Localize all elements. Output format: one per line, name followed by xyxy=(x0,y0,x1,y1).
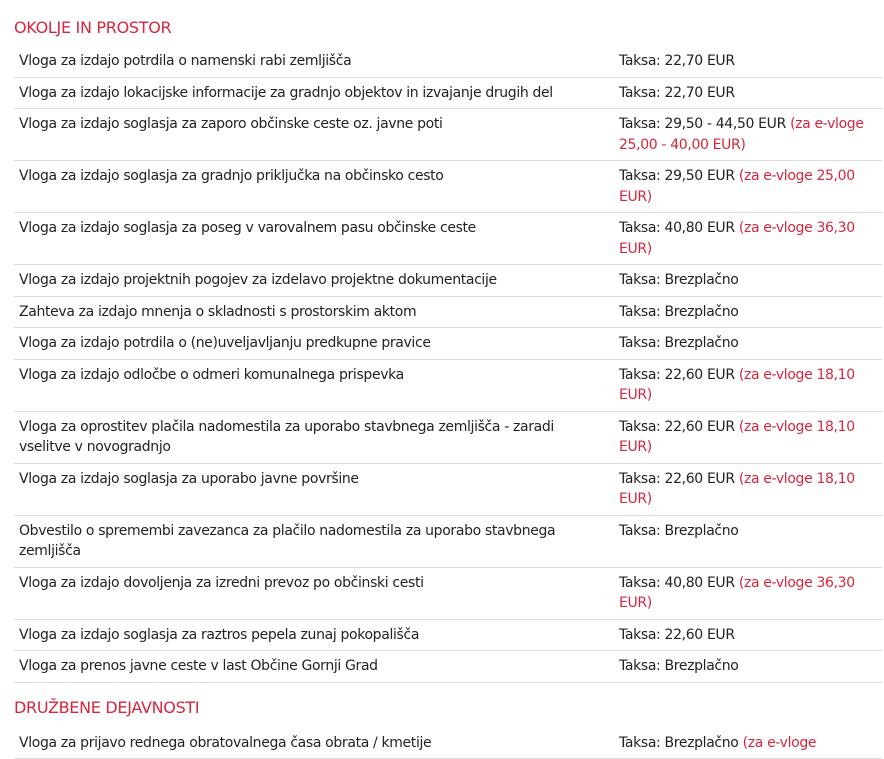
form-fee: Taksa: 22,60 EUR xyxy=(619,419,735,435)
form-fee: Taksa: 40,80 EUR xyxy=(619,220,735,236)
form-fee-cell xyxy=(614,109,882,161)
form-row xyxy=(14,46,882,77)
form-row xyxy=(14,328,882,360)
forms-table-druzbene xyxy=(14,728,882,759)
form-name-link[interactable]: Vloga za izdajo soglasja za gradnjo priključka na občinsko cesto xyxy=(14,161,614,213)
form-fee-cell xyxy=(614,296,882,328)
form-fee-cell xyxy=(614,161,882,213)
form-row xyxy=(14,728,882,759)
form-name-link[interactable]: Vloga za izdajo soglasja za uporabo javne površine xyxy=(14,463,614,515)
form-fee-cell xyxy=(614,46,882,77)
form-name-link[interactable]: Vloga za prijavo rednega obratovalnega časa obrata / kmetije xyxy=(14,728,614,759)
form-fee-cell xyxy=(614,515,882,567)
form-fee: Taksa: Brezplačno xyxy=(619,272,739,288)
form-row xyxy=(14,619,882,651)
e-vloga-fee: (za e-vloge 18,10 EUR) xyxy=(619,367,855,404)
form-row xyxy=(14,651,882,683)
form-name-link[interactable]: Zahteva za izdajo mnenja o skladnosti s prostorskim aktom xyxy=(14,296,614,328)
form-name-link[interactable]: Vloga za izdajo dovoljenja za izredni prevoz po občinski cesti xyxy=(14,567,614,619)
form-fee: Taksa: Brezplačno xyxy=(619,658,739,674)
form-row xyxy=(14,296,882,328)
form-row xyxy=(14,77,882,109)
form-row xyxy=(14,515,882,567)
e-vloga-fee: (za e-vloge xyxy=(743,735,817,751)
form-name-link[interactable]: Vloga za izdajo lokacijske informacije za gradnjo objektov in izvajanje drugih del xyxy=(14,77,614,109)
form-fee: Taksa: Brezplačno xyxy=(619,304,739,320)
form-name-link[interactable]: Obvestilo o spremembi zavezanca za plačilo nadomestila za uporabo stavbnega zemljišča xyxy=(14,515,614,567)
e-vloga-fee: (za e-vloge 36,30 EUR) xyxy=(619,220,855,257)
form-fee: Taksa: 22,60 EUR xyxy=(619,471,735,487)
form-fee-cell xyxy=(614,728,882,759)
form-fee: Taksa: 22,70 EUR xyxy=(619,85,735,101)
form-fee-cell xyxy=(614,651,882,683)
form-name-link[interactable]: Vloga za izdajo soglasja za poseg v varovalnem pasu občinske ceste xyxy=(14,213,614,265)
form-fee: Taksa: 29,50 - 44,50 EUR xyxy=(619,116,786,132)
form-row xyxy=(14,567,882,619)
form-fee: Taksa: 40,80 EUR xyxy=(619,575,735,591)
form-fee: Taksa: Brezplačno xyxy=(619,523,739,539)
section-title-okolje: OKOLJE IN PROSTOR xyxy=(14,18,880,38)
form-fee-cell xyxy=(614,463,882,515)
forms-page xyxy=(0,18,884,759)
form-fee-cell xyxy=(614,567,882,619)
form-row xyxy=(14,213,882,265)
forms-table-okolje xyxy=(14,46,882,683)
form-fee-cell xyxy=(614,213,882,265)
e-vloga-fee: (za e-vloge 25,00 EUR) xyxy=(619,168,855,205)
form-name-link[interactable]: Vloga za izdajo projektnih pogojev za izdelavo projektne dokumentacije xyxy=(14,265,614,297)
form-name-link[interactable]: Vloga za izdajo soglasja za zaporo občinske ceste oz. javne poti xyxy=(14,109,614,161)
form-fee-cell xyxy=(614,359,882,411)
form-fee-cell xyxy=(614,328,882,360)
form-fee: Taksa: Brezplačno xyxy=(619,335,739,351)
section-title-druzbene: DRUŽBENE DEJAVNOSTI xyxy=(14,698,880,718)
form-name-link[interactable]: Vloga za izdajo soglasja za raztros pepela zunaj pokopališča xyxy=(14,619,614,651)
form-name-link[interactable]: Vloga za izdajo odločbe o odmeri komunalnega prispevka xyxy=(14,359,614,411)
e-vloga-fee: (za e-vloge 18,10 EUR) xyxy=(619,471,855,508)
e-vloga-fee: (za e-vloge 18,10 EUR) xyxy=(619,419,855,456)
form-fee-cell xyxy=(614,265,882,297)
form-fee: Taksa: Brezplačno xyxy=(619,735,739,751)
form-name-link[interactable]: Vloga za izdajo potrdila o (ne)uveljavljanju predkupne pravice xyxy=(14,328,614,360)
form-row xyxy=(14,359,882,411)
e-vloga-fee: (za e-vloge 25,00 - 40,00 EUR) xyxy=(619,116,864,153)
form-name-link[interactable]: Vloga za prenos javne ceste v last Občine Gornji Grad xyxy=(14,651,614,683)
form-row xyxy=(14,109,882,161)
form-row xyxy=(14,265,882,297)
form-fee-cell xyxy=(614,619,882,651)
form-fee-cell xyxy=(614,77,882,109)
form-name-link[interactable]: Vloga za izdajo potrdila o namenski rabi zemljišča xyxy=(14,46,614,77)
form-row xyxy=(14,161,882,213)
e-vloga-fee: (za e-vloge 36,30 EUR) xyxy=(619,575,855,612)
form-fee: Taksa: 22,70 EUR xyxy=(619,53,735,69)
form-name-link[interactable]: Vloga za oprostitev plačila nadomestila za uporabo stavbnega zemljišča - zaradi vselitve v novogradnjo xyxy=(14,411,614,463)
form-row xyxy=(14,411,882,463)
form-fee: Taksa: 22,60 EUR xyxy=(619,627,735,643)
form-fee-cell xyxy=(614,411,882,463)
form-fee: Taksa: 22,60 EUR xyxy=(619,367,735,383)
form-fee: Taksa: 29,50 EUR xyxy=(619,168,735,184)
form-row xyxy=(14,463,882,515)
